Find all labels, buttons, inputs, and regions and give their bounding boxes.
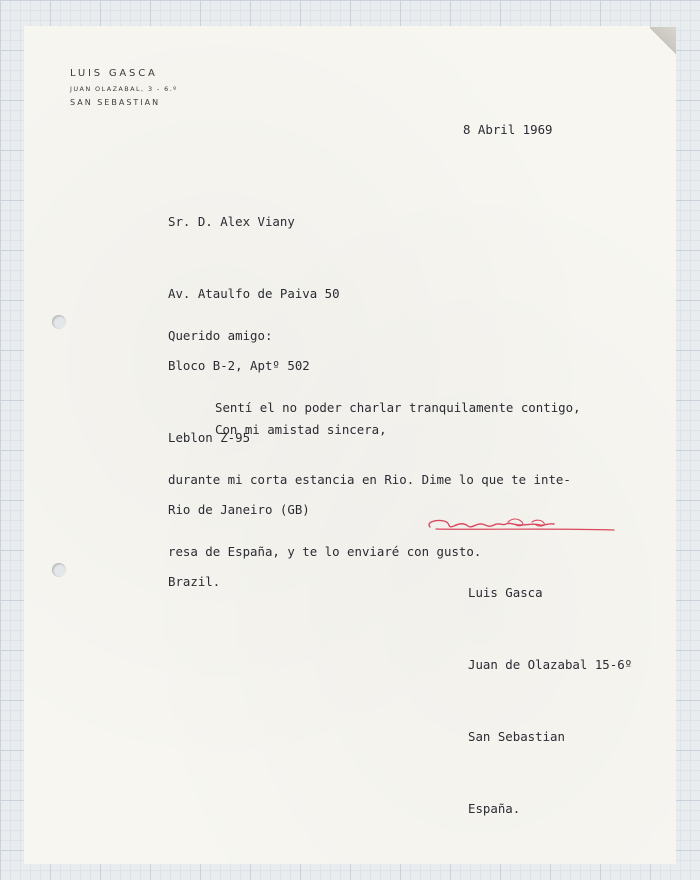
- body-line: resa de España, y te lo enviaré con gusto.: [168, 544, 482, 559]
- recipient-line: Rio de Janeiro (GB): [168, 502, 310, 517]
- letter-date: 8 Abril 1969: [463, 122, 553, 137]
- punch-hole-top: [52, 315, 66, 329]
- sender-line: España.: [468, 801, 521, 816]
- body-line: durante mi corta estancia en Rio. Dime lo que te inte-: [168, 472, 571, 487]
- letterhead-name: LUIS GASCA: [70, 68, 158, 79]
- recipient-line: Leblon Z-95: [168, 430, 251, 445]
- folded-corner: [650, 27, 676, 55]
- sender-line: Luis Gasca: [468, 585, 543, 600]
- body-line: Sentí el no poder charlar tranquilamente contigo,: [215, 400, 581, 415]
- sender-line: Juan de Olazabal 15-6º: [468, 657, 633, 672]
- salutation: Querido amigo:: [168, 328, 273, 343]
- sender-address: [468, 533, 632, 845]
- sender-line: San Sebastian: [468, 729, 565, 744]
- recipient-line: Bloco B-2, Aptº 502: [168, 358, 310, 373]
- letterhead: [70, 67, 178, 110]
- recipient-line: Av. Ataulfo de Paiva 50: [168, 286, 340, 301]
- recipient-line: Sr. D. Alex Viany: [168, 214, 295, 229]
- letterhead-address: JUAN OLAZABAL, 3 - 6.º: [70, 85, 178, 93]
- recipient-line: Brazil.: [168, 574, 221, 589]
- punch-hole-bottom: [52, 563, 66, 577]
- closing: Con mi amistad sincera,: [215, 422, 387, 437]
- letterhead-city: SAN SEBASTIAN: [70, 98, 161, 107]
